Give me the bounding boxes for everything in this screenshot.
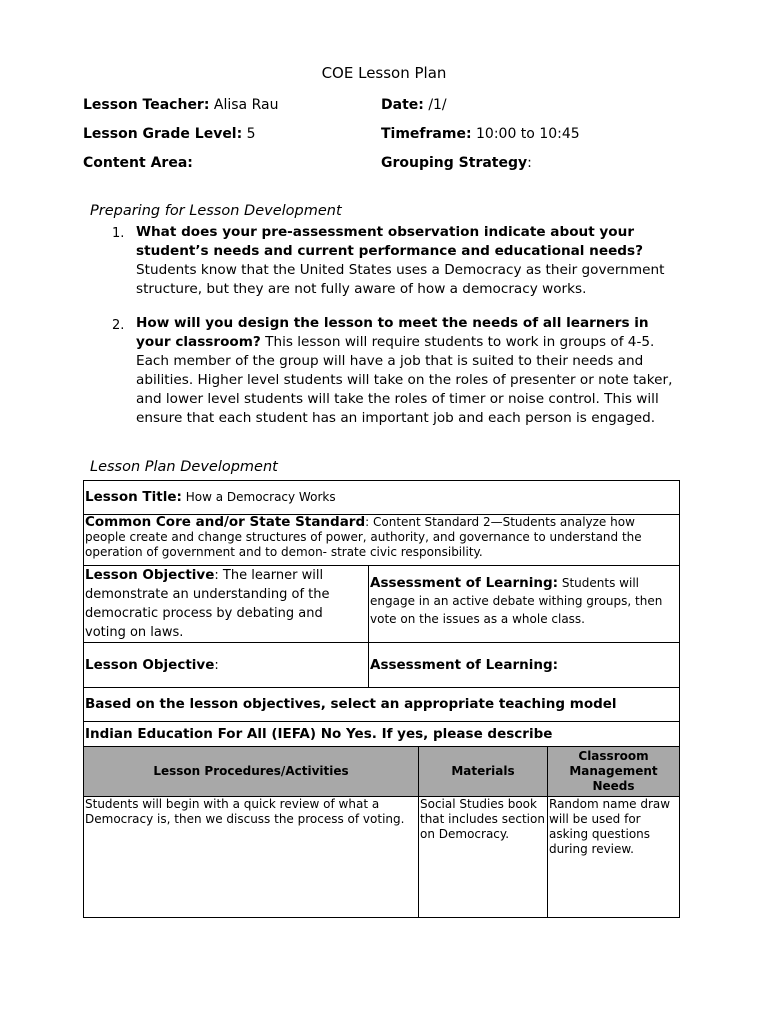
objective-2-label: Lesson Objective — [85, 656, 215, 673]
standard-value: : Content Standard 2—Students analyze how people create and change structures of power, authority, and governance to understand the operation of government and to demon- strate civic responsibility. — [85, 515, 642, 559]
timeframe-value: 10:00 to 10:45 — [476, 126, 580, 142]
teaching-model-row — [84, 688, 680, 722]
preparing-heading: Preparing for Lesson Development — [90, 203, 342, 219]
date-label: Date: — [381, 97, 424, 113]
objective-1-label: Lesson Objective — [85, 567, 215, 583]
grouping-colon: : — [527, 155, 532, 171]
content-area-line — [83, 155, 193, 171]
document-title: COE Lesson Plan — [321, 64, 447, 82]
question-1-number: 1. — [112, 226, 125, 241]
objective-row-1 — [84, 566, 680, 643]
development-heading: Lesson Plan Development — [90, 459, 278, 475]
lesson-title-value: How a Democracy Works — [185, 490, 336, 504]
question-2 — [136, 314, 681, 428]
teacher-label: Lesson Teacher: — [83, 97, 210, 113]
iefa-row — [84, 722, 680, 747]
standard-row — [84, 515, 680, 566]
header-procedures: Lesson Procedures/Activities — [84, 747, 419, 797]
header-materials: Materials — [419, 747, 548, 797]
lesson-title-row — [84, 481, 680, 515]
objective-1-cell — [84, 566, 369, 643]
question-2-text: How will you design the lesson to meet the needs of all learners in your classroom? — [136, 315, 649, 350]
procedures-header-row — [84, 747, 680, 797]
assessment-1-label: Assessment of Learning: — [370, 575, 559, 591]
date-value: /1/ — [428, 97, 447, 113]
assessment-1-value: Students will engage in an active debate withing groups, then vote on the issues as a whole class. — [370, 576, 663, 626]
teacher-value: Alisa Rau — [213, 97, 279, 113]
objective-1-value: : The learner will demonstrate an understanding of the democratic process by debating and voting on laws. — [85, 568, 330, 640]
iefa-text: Indian Education For All (IEFA) No Yes. If yes, please describe — [85, 725, 553, 742]
teaching-model-cell — [84, 688, 680, 722]
management-cell: Random name draw will be used for asking questions during review. — [548, 797, 680, 918]
iefa-cell — [84, 722, 680, 747]
procedures-cell: Students will begin with a quick review of what a Democracy is, then we discuss the process of voting. — [84, 797, 419, 918]
timeframe-line — [381, 126, 580, 142]
lesson-title-cell — [84, 481, 680, 515]
assessment-1-cell — [369, 566, 680, 643]
question-1 — [136, 223, 681, 299]
date-line — [381, 97, 447, 113]
assessment-2-cell — [369, 643, 680, 688]
grade-value: 5 — [246, 126, 256, 142]
grouping-label: Grouping Strategy — [381, 155, 528, 171]
standard-cell — [84, 515, 680, 566]
objective-2-value: : — [214, 657, 219, 673]
question-2-number: 2. — [112, 318, 125, 333]
question-1-answer: Students know that the United States uses a Democracy as their government structure, but they are not fully aware of how a democracy works. — [136, 262, 665, 297]
question-2-answer: This lesson will require students to work in groups of 4-5. Each member of the group will have a job that is suited to their needs and abilities. Higher level students will take on the roles of presenter or note taker, and lower level students will take the roles of timer or noise control. This will ensure that each student has an important job and each person is engaged. — [136, 334, 673, 426]
teaching-model-text: Based on the lesson objectives, select an appropriate teaching model — [85, 696, 617, 712]
question-1-text: What does your pre-assessment observation indicate about your student’s needs and current performance and educational needs? — [136, 224, 644, 259]
grade-label: Lesson Grade Level: — [83, 126, 243, 142]
grade-line — [83, 126, 256, 142]
lesson-title-label: Lesson Title: — [85, 489, 182, 505]
objective-2-cell — [84, 643, 369, 688]
content-area-label: Content Area: — [83, 155, 193, 171]
grouping-line — [381, 155, 532, 171]
assessment-2-label: Assessment of Learning: — [370, 656, 559, 673]
objective-row-2 — [84, 643, 680, 688]
standard-label: Common Core and/or State Standard — [85, 514, 366, 530]
teacher-line — [83, 97, 278, 113]
lesson-plan-table — [83, 480, 680, 918]
materials-cell: Social Studies book that includes section on Democracy. — [419, 797, 548, 918]
table-row — [84, 797, 680, 918]
header-management: Classroom Management Needs — [548, 747, 680, 797]
timeframe-label: Timeframe: — [381, 126, 472, 142]
